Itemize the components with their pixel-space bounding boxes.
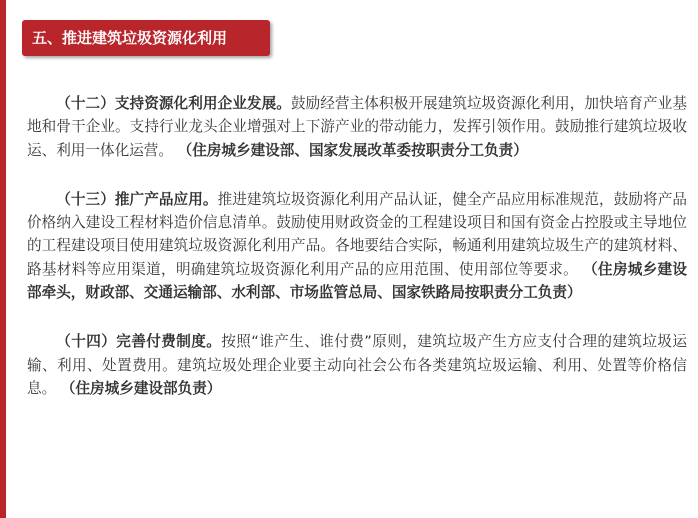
paragraph-13-body: 推进建筑垃圾资源化利用产品认证，健全产品应用标准规范，鼓励将产品价格纳入建设工程材料造价信息清单。鼓励使用财政资金的工程建设项目和国有资金占控股或主导地位的工程建设项目使用建筑垃圾资源化利用产品。各地要结合实际，畅通利用建筑垃圾生产的建筑材料、路基材料等应用渠道，明确建筑垃圾资源化利用产品的应用范围、使用部位等要求。 (27, 190, 687, 278)
paragraph-12-body: 鼓励经营主体积极开展建筑垃圾资源化利用，加快培育产业基地和骨干企业。支持行业龙头企业增强对上下游产业的带动能力，发挥引领作用。鼓励推行建筑垃圾收运、利用一体化运营。 (27, 95, 687, 159)
section-title: 五、推进建筑垃圾资源化利用 (32, 29, 228, 47)
paragraph-12-responsibility: （住房城乡建设部、国家发展改革委按职责分工负责） (177, 141, 528, 159)
paragraph-14 (27, 330, 687, 400)
section-header (22, 20, 270, 56)
paragraph-13-lead: （十三）推广产品应用。 (56, 190, 218, 208)
document-body (27, 92, 687, 426)
paragraph-14-lead: （十四）完善付费制度。 (56, 333, 222, 351)
left-accent-bar (0, 0, 6, 518)
paragraph-12 (27, 92, 687, 162)
paragraph-12-lead: （十二）支持资源化利用企业发展。 (56, 95, 291, 112)
paragraph-13-responsibility: （住房城乡建设部牵头，财政部、交通运输部、水利部、市场监管总局、国家铁路局按职责分工负责） (27, 260, 687, 302)
paragraph-13 (27, 188, 687, 304)
paragraph-14-body: 按照“谁产生、谁付费”原则，建筑垃圾产生方应支付合理的建筑垃圾运输、利用、处置费用。建筑垃圾处理企业要主动向社会公布各类建筑垃圾运输、利用、处置等价格信息。 (27, 333, 687, 397)
paragraph-14-responsibility: （住房城乡建设部负责） (60, 379, 222, 397)
